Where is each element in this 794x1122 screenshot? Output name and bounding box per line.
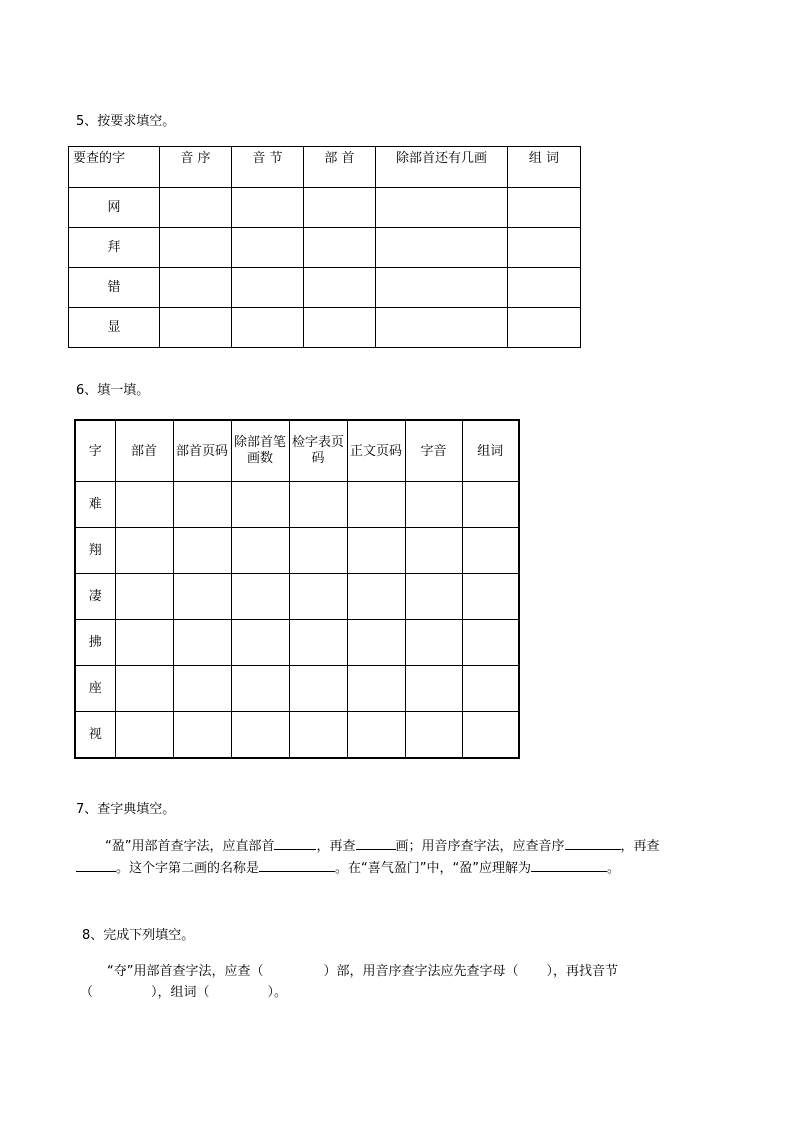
answer-cell[interactable] <box>289 712 347 759</box>
answer-cell[interactable] <box>304 188 376 228</box>
answer-cell[interactable] <box>231 482 289 528</box>
table-row <box>75 666 519 712</box>
q7-text: 画；用音序查字法，应查音序 <box>395 839 565 854</box>
answer-cell[interactable] <box>347 574 405 620</box>
q6-char-cell: 座 <box>75 666 115 712</box>
answer-cell[interactable] <box>232 188 304 228</box>
answer-cell[interactable] <box>405 712 462 759</box>
table-row <box>69 308 581 348</box>
answer-cell[interactable] <box>462 712 519 759</box>
answer-cell[interactable] <box>289 528 347 574</box>
answer-cell[interactable] <box>376 228 508 268</box>
q5-header-cell: 除部首还有几画 <box>376 147 508 188</box>
q5-char-cell: 拜 <box>69 228 160 268</box>
q7-text: ，再查 <box>316 839 356 854</box>
q5-title: 5、按要求填空。 <box>76 114 176 129</box>
q5-header-cell: 音 序 <box>160 147 232 188</box>
answer-cell[interactable] <box>405 574 462 620</box>
q5-header-row <box>69 147 581 188</box>
answer-cell[interactable] <box>289 620 347 666</box>
answer-cell[interactable] <box>405 620 462 666</box>
q6-table <box>74 419 520 759</box>
q6-header-cell: 部首 <box>115 420 173 482</box>
answer-cell[interactable] <box>304 308 376 348</box>
answer-cell[interactable] <box>462 528 519 574</box>
q6-header-row <box>75 420 519 482</box>
answer-cell[interactable] <box>173 482 231 528</box>
answer-cell[interactable] <box>115 666 173 712</box>
answer-cell[interactable] <box>347 482 405 528</box>
q8-text: ）部，用音序查字法应先查字母（ <box>323 964 519 979</box>
answer-cell[interactable] <box>231 666 289 712</box>
answer-cell[interactable] <box>232 268 304 308</box>
table-row <box>75 620 519 666</box>
q8-title: 8、完成下列填空。 <box>82 928 195 943</box>
answer-cell[interactable] <box>508 228 581 268</box>
answer-cell[interactable] <box>231 574 289 620</box>
q8-text: ）。 <box>267 985 288 1000</box>
table-row <box>75 528 519 574</box>
fill-blank[interactable] <box>531 857 607 872</box>
answer-cell[interactable] <box>115 712 173 759</box>
fill-blank[interactable] <box>565 835 621 850</box>
table-row <box>75 482 519 528</box>
table-row <box>75 574 519 620</box>
answer-cell[interactable] <box>508 188 581 228</box>
answer-cell[interactable] <box>304 228 376 268</box>
answer-cell[interactable] <box>405 482 462 528</box>
answer-cell[interactable] <box>289 574 347 620</box>
q5-table <box>68 146 581 348</box>
answer-cell[interactable] <box>347 528 405 574</box>
answer-cell[interactable] <box>115 574 173 620</box>
q7-text: ，再查 <box>620 839 660 854</box>
q7-text: “盈”用部首查字法，应直部首 <box>105 839 275 854</box>
answer-cell[interactable] <box>231 620 289 666</box>
q6-char-cell: 翔 <box>75 528 115 574</box>
q7-text: 。 <box>606 861 620 876</box>
answer-cell[interactable] <box>115 620 173 666</box>
q8-text: （ <box>80 985 94 1000</box>
q6-header-cell: 检字表页码 <box>289 420 347 482</box>
q6-char-cell: 拂 <box>75 620 115 666</box>
answer-cell[interactable] <box>304 268 376 308</box>
answer-cell[interactable] <box>173 712 231 759</box>
answer-cell[interactable] <box>508 308 581 348</box>
answer-cell[interactable] <box>160 228 232 268</box>
q5-char-cell: 显 <box>69 308 160 348</box>
answer-cell[interactable] <box>347 712 405 759</box>
table-row <box>69 268 581 308</box>
answer-cell[interactable] <box>173 620 231 666</box>
q6-header-cell: 字 <box>75 420 115 482</box>
q7-text: 。在“喜气盈门”中，“盈”应理解为 <box>335 861 531 876</box>
q6-header-cell: 字音 <box>405 420 462 482</box>
answer-cell[interactable] <box>173 574 231 620</box>
answer-cell[interactable] <box>462 482 519 528</box>
q6-header-cell: 部首页码 <box>173 420 231 482</box>
q7-line-1 <box>105 835 660 858</box>
q8-text: ），组词（ <box>151 985 210 1000</box>
q5-header-cell: 组 词 <box>508 147 581 188</box>
answer-cell[interactable] <box>231 528 289 574</box>
q5-char-cell: 错 <box>69 268 160 308</box>
q7-title: 7、查字典填空。 <box>76 802 176 817</box>
fill-blank[interactable] <box>76 857 116 872</box>
table-row <box>75 712 519 759</box>
q6-title: 6、填一填。 <box>76 383 150 398</box>
answer-cell[interactable] <box>462 620 519 666</box>
answer-cell[interactable] <box>232 228 304 268</box>
answer-cell[interactable] <box>231 712 289 759</box>
answer-cell[interactable] <box>347 620 405 666</box>
answer-cell[interactable] <box>115 482 173 528</box>
answer-cell[interactable] <box>160 268 232 308</box>
q6-char-cell: 视 <box>75 712 115 759</box>
q6-header-cell: 组词 <box>462 420 519 482</box>
fill-blank[interactable] <box>259 857 335 872</box>
answer-cell[interactable] <box>289 666 347 712</box>
answer-cell[interactable] <box>376 268 508 308</box>
answer-cell[interactable] <box>405 528 462 574</box>
answer-cell[interactable] <box>347 666 405 712</box>
answer-cell[interactable] <box>462 574 519 620</box>
answer-cell[interactable] <box>508 268 581 308</box>
q6-char-cell: 凄 <box>75 574 115 620</box>
q5-header-cell: 要查的字 <box>69 147 160 188</box>
fill-blank[interactable] <box>356 835 396 850</box>
answer-cell[interactable] <box>160 188 232 228</box>
q8-text: ），再找音节 <box>546 964 619 979</box>
answer-cell[interactable] <box>173 528 231 574</box>
q5-header-cell: 部 首 <box>304 147 376 188</box>
q8-line-2 <box>80 982 287 1004</box>
q7-text: 。这个字第二画的名称是 <box>116 861 260 876</box>
q5-header-cell: 音 节 <box>232 147 304 188</box>
q6-char-cell: 难 <box>75 482 115 528</box>
q7-line-2 <box>76 857 620 880</box>
q6-header-cell: 除部首笔画数 <box>231 420 289 482</box>
answer-cell[interactable] <box>232 308 304 348</box>
fill-blank[interactable] <box>274 835 316 850</box>
answer-cell[interactable] <box>289 482 347 528</box>
q6-header-cell: 正文页码 <box>347 420 405 482</box>
answer-cell[interactable] <box>115 528 173 574</box>
answer-cell[interactable] <box>173 666 231 712</box>
answer-cell[interactable] <box>160 308 232 348</box>
answer-cell[interactable] <box>376 188 508 228</box>
table-row <box>69 188 581 228</box>
answer-cell[interactable] <box>405 666 462 712</box>
q8-text: “夺”用部首查字法，应查（ <box>107 964 264 979</box>
q5-char-cell: 网 <box>69 188 160 228</box>
table-row <box>69 228 581 268</box>
answer-cell[interactable] <box>376 308 508 348</box>
q8-line-1 <box>107 961 618 983</box>
answer-cell[interactable] <box>462 666 519 712</box>
